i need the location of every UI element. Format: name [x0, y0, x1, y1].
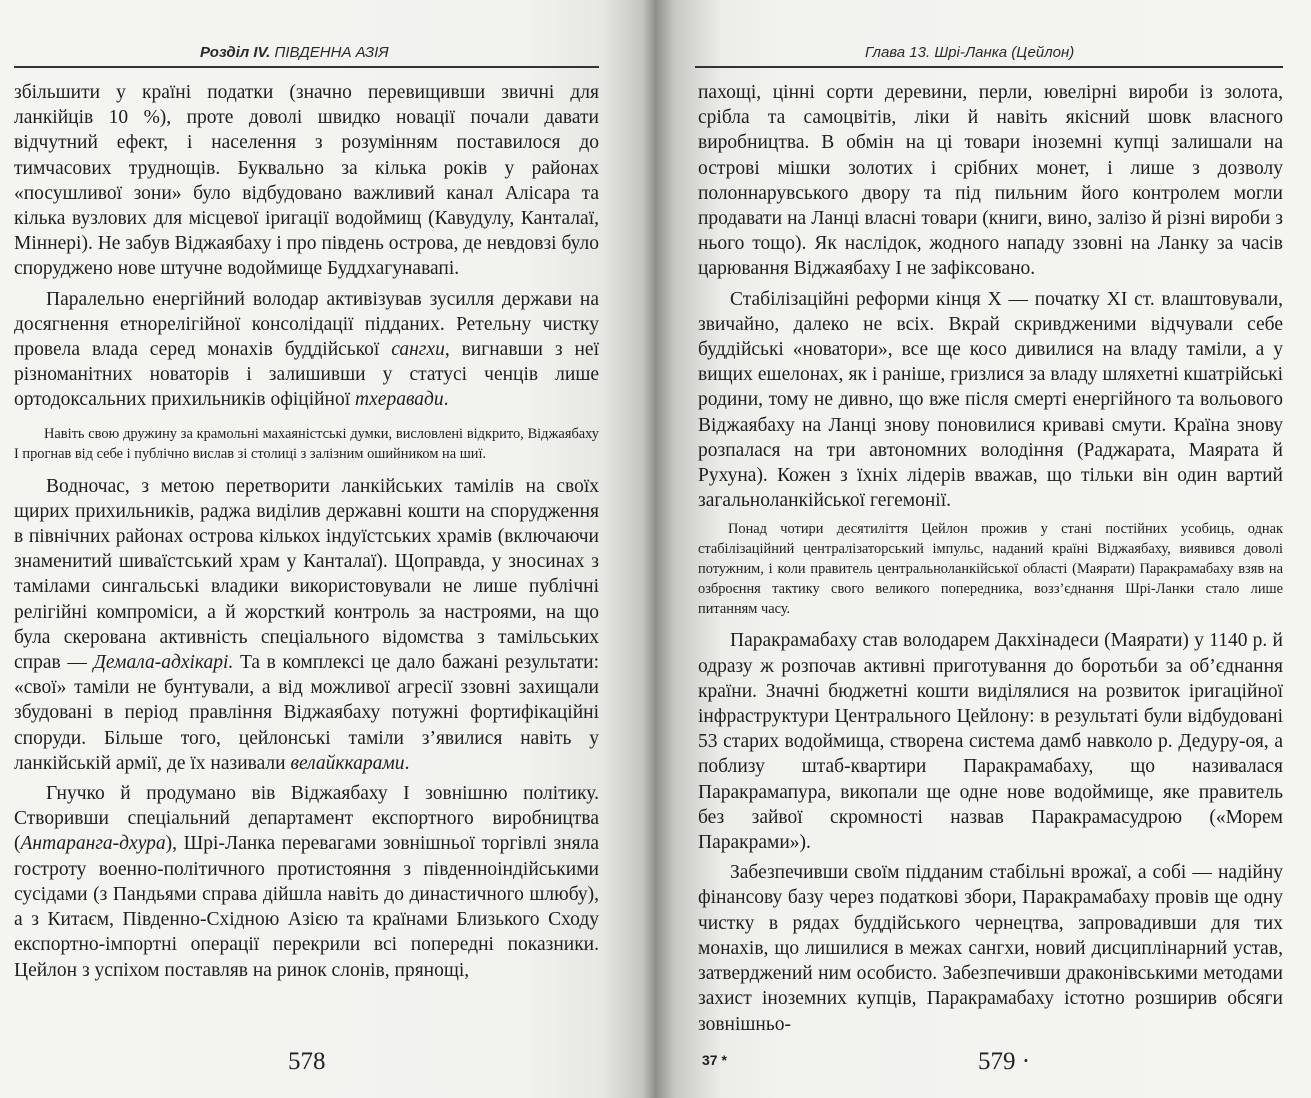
body-text — [698, 80, 1283, 1037]
text-span: Паралельно енергійний володар активізував зусилля держави на досягнення етнорелігійної консолідації підданих. Ретельну чистку провела влада серед монахів буддійської — [14, 288, 599, 361]
right-page — [640, 0, 1311, 1098]
page-number: 578 — [288, 1048, 326, 1075]
chapter-title: Шрі-Ланка (Цейлон) — [934, 44, 1075, 61]
term: Демала-адхікарі. — [93, 652, 234, 674]
term: Антаранга-дхура — [20, 833, 166, 855]
text-span: Гнучко й продумано вів Віджаябаху I зовнішню політику. Створивши спеціальний департамент експортного виробництва ( — [14, 783, 599, 855]
paragraph — [14, 781, 599, 983]
page-number: 579 · — [978, 1048, 1031, 1075]
text-span: Водночас, з метою перетворити ланкійських тамілів на своїх щирих прихильників, раджа виділив державні кошти на спорудження в північних районах острова кількох індуїстських храмів (включаючи знаменитий шиваїстський храм у Канталаї). Щоправда, у зносинах з тамілами сингальські владики використовували не лише публічні релігійні компроміси, а й жорсткий контроль за настроями, на що була скерована активність спеціального відомства з тамільських справ — — [14, 475, 599, 674]
paragraph: збільшити у країні податки (значно перевищивши звичні для ланкійців 10 %), проте доволі швидко новації почали давати відчутний ефект, і населення з розумінням поставилося до тимчасових труднощів. Буквально за кілька років у районах «посушливої зони» було відбудовано важливий канал Алісара та кілька вузлових для місцевої іригації водоймищ (Кавудулу, Канталаї, Міннері). Не забув Віджаябаху і про південь острова, де невдовзі було споруджено нове штучне водоймище Буддхагунавапі. — [14, 82, 599, 280]
chapter-label: Глава 13. — [865, 44, 931, 61]
running-head — [200, 44, 389, 61]
header-rule — [695, 66, 1283, 68]
left-page — [0, 0, 620, 1098]
text-span: . — [443, 389, 449, 411]
chapter-title: ПІВДЕННА АЗІЯ — [274, 44, 389, 61]
term: сангхи — [391, 339, 445, 361]
paragraph — [14, 474, 599, 776]
signature-mark: 37 * — [702, 1052, 727, 1068]
footnote-block: Навіть свою дружину за крамольні махаяністські думки, висловлені відкрито, Віджаябаху I прогнав від себе і публічно вислав зі столиці з залізним ошийником на шиї. — [14, 425, 599, 462]
header-rule — [14, 66, 599, 68]
text-span: , вигнавши з неї різноманітних новаторів і залишивши у статусі ченців лише ортодоксальних прихильників офіційної — [14, 339, 599, 411]
chapter-label: Розділ IV. — [200, 44, 271, 61]
term: велайккарами — [290, 752, 405, 774]
paragraph: пахощі, цінні сорти деревини, перли, ювелірні вироби із золота, срібла та самоцвітів, ліки й навіть якісний шовк власного виробництва. В обмін на ці товари іноземні купці залишали на острові мішки золотих і срібних монет, і лише з дозволу полоннарувського двору та під пильним його контролем могли продавати на Ланці власні товари (книги, вино, залізо й різні вироби з нього тощо). Як наслідок, жодного нападу ззовні на Ланку за часів царювання Віджаябаху I не зафіксовано. — [698, 82, 1283, 280]
paragraph — [14, 287, 599, 413]
text-span: ), Шрі-Ланка перевагами зовнішньої торгівлі зняла гостроту военно-політичного протистояння з південноіндійськими сусідами (з Пандьями справа дійшла навіть до династичного шлюбу), а з Китаєм, Південно-Східною Азією та країнами Близького Сходу експортно-імпортні операції перекрили всі попередні показники. Цейлон з успіхом поставляв на ринок слонів, прянощі, — [14, 833, 599, 981]
text-span: Та в комплексі це дало бажані результати: «свої» таміли не бунтували, а від можливої агресії ззовні захищали збудовані в період правління Віджаябаху потужні фортифікаційні споруди. Більше того, цейлонські таміли з’явилися навіть у ланкійській армії, де їх називали — [14, 652, 600, 774]
running-head — [865, 44, 1074, 61]
paragraph: Забезпечивши своїм підданим стабільні врожаї, а собі — надійну фінансову базу через податкові збори, Паракрамабаху провів ще одну чистку в рядах буддійського чернецтва, запровадивши для тих монахів, що лишилися в межах сангхи, новий дисциплінарний устав, затверджений ним особисто. Забезпечивши драконівськими методами захист іноземних купців, Паракрамабаху істотно розширив обсяги зовнішньо- — [698, 862, 1283, 1035]
text-span: . — [404, 752, 410, 774]
body-text — [14, 80, 599, 983]
footnote-block: Понад чотири десятиліття Цейлон прожив у стані постійних усобиць, однак стабілізаційний централізаторський імпульс, наданий країні Віджаябаху, виявився доволі потужним, і коли правитель центральноланкійської області (Маярати) Паракрамабаху взяв на озброєння тактику свого великого попередника, возз’єднання Шрі-Ланки стало лише питанням часу. — [698, 521, 1283, 618]
term: тхеравади — [355, 389, 444, 411]
paragraph: Стабілізаційні реформи кінця X — початку XI ст. влаштовували, звичайно, далеко не всіх. Вкрай скривдженими відчували себе буддійські «новатори», все ще косо дивилися на владу таміли, а у вищих ешелонах, як і раніше, гризлися за владу шляхетні кшатрійські родини, тому не дивно, що вже після смерті енергійного та вольового Віджаябаху на Ланці знову поновилися криваві смути. Країна знову розпалася на три автономних володіння (Раджарата, Маярата й Рухуна). Кожен з їхніх лідерів вважав, що тільки він один вартий загальноланкійської гегемонії. — [698, 288, 1283, 512]
paragraph: Паракрамабаху став володарем Дакхінадеси (Маярати) у 1140 р. й одразу ж розпочав активні приготування до боротьби за об’єднання країни. Значні бюджетні кошти виділялися на розвиток іригаційної інфраструктури Центрального Цейлону: в результаті були відбудовані 53 старих водоймища, створена система дамб навколо р. Дедуру-оя, а поблизу штаб-квартири Паракрамабаху, що називалася Паракрамапура, викопали ще одне нове водоймище, яке правитель без зайвої скромності назвав Паракрамасудрою («Морем Паракрами»). — [698, 630, 1283, 854]
